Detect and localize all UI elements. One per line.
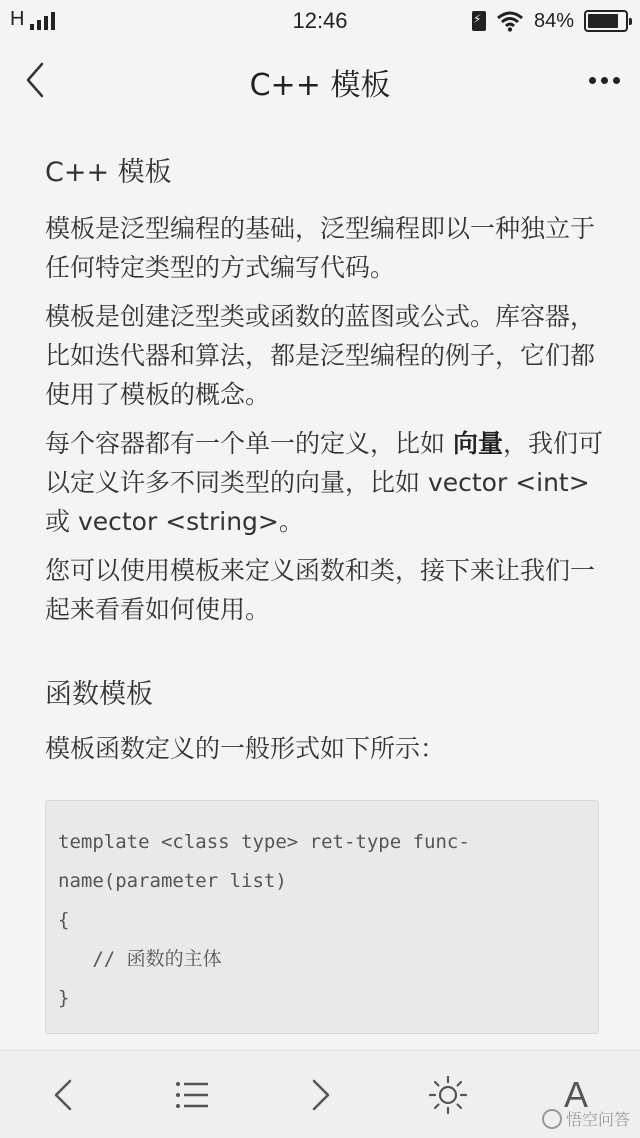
bold-term: 向量 xyxy=(452,429,503,458)
font-size-icon[interactable]: A xyxy=(563,1074,588,1115)
section-title: C++ 模板 xyxy=(45,157,172,188)
battery-percent: 84% xyxy=(533,9,574,32)
code-line: name(parameter list) xyxy=(58,870,287,892)
code-line: } xyxy=(58,987,70,1009)
status-bar xyxy=(0,0,640,42)
code-line: template <class type> ret-type func- xyxy=(58,831,470,853)
code-block xyxy=(45,800,599,1034)
battery-icon xyxy=(584,10,628,32)
paragraph: 您可以使用模板来定义函数和类，接下来让我们一起来看看如何使用。 xyxy=(45,556,596,624)
battery-saver-icon xyxy=(472,11,486,31)
paragraph: 模板是创建泛型类或函数的蓝图或公式。库容器，比如迭代器和算法，都是泛型编程的例子，它们都使用了模板的概念。 xyxy=(45,302,596,409)
paragraph-text: 每个容器都有一个单一的定义，比如 xyxy=(45,429,453,458)
paragraph xyxy=(45,424,605,541)
section-title: 函数模板 xyxy=(45,679,153,710)
bottom-toolbar xyxy=(0,1050,640,1138)
network-type: H xyxy=(10,8,25,30)
status-time: 12:46 xyxy=(292,8,348,33)
menu-list-icon[interactable] xyxy=(170,1073,214,1117)
paragraph: 模板函数定义的一般形式如下所示： xyxy=(45,734,446,763)
next-icon[interactable] xyxy=(298,1073,342,1117)
more-dots-icon[interactable] xyxy=(584,62,624,98)
watermark xyxy=(542,1107,630,1130)
code-line xyxy=(58,940,586,979)
paragraph-text: ，我们可以定义许多不同类型的向量，比如 vector <int> 或 vector <string>。 xyxy=(45,429,603,536)
article-content xyxy=(45,118,605,768)
code-indent: // xyxy=(58,948,127,970)
code-line: { xyxy=(58,909,70,931)
nav-bar xyxy=(0,42,640,118)
paragraph: 模板是泛型编程的基础，泛型编程即以一种独立于任何特定类型的方式编写代码。 xyxy=(45,214,596,282)
code-comment: 函数的主体 xyxy=(126,948,222,970)
prev-icon[interactable] xyxy=(42,1073,86,1117)
watermark-logo-icon xyxy=(542,1109,562,1129)
wifi-icon xyxy=(496,10,524,32)
brightness-icon[interactable] xyxy=(426,1073,470,1117)
page-title: C++ 模板 xyxy=(249,68,391,103)
watermark-text: 悟空问答 xyxy=(565,1110,630,1129)
